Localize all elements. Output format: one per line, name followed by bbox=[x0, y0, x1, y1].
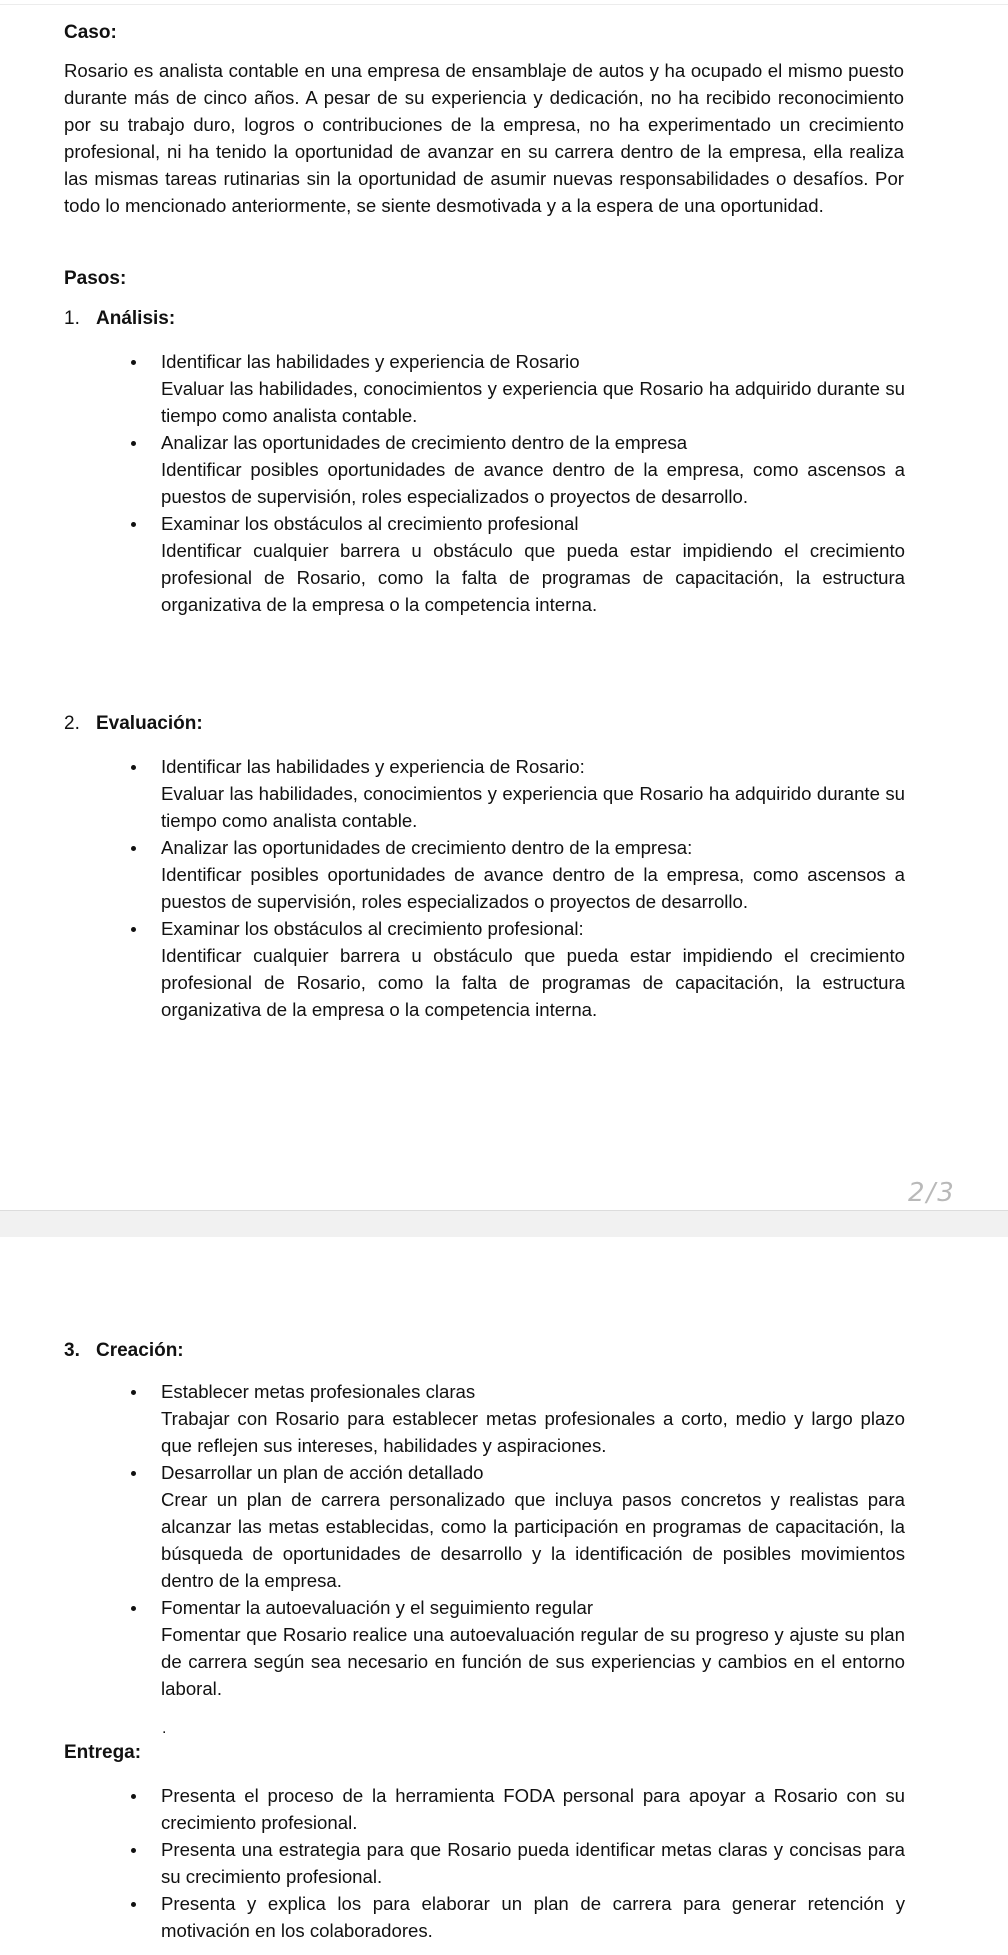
item-description: Trabajar con Rosario para establecer metas profesionales a corto, medio y largo plazo que reflejen sus intereses, habilidades y aspiraciones. bbox=[161, 1408, 905, 1456]
item-title: Examinar los obstáculos al crecimiento profesional: bbox=[161, 918, 584, 939]
item-description: Identificar posibles oportunidades de avance dentro de la empresa, como ascensos a puestos de supervisión, roles especializados o proyectos de desarrollo. bbox=[161, 459, 905, 507]
list-item bbox=[64, 753, 905, 834]
page-top-border bbox=[0, 4, 1008, 5]
creacion-number: 3. bbox=[64, 1340, 80, 1361]
creacion-section bbox=[64, 1340, 904, 1702]
item-title: Analizar las oportunidades de crecimiento dentro de la empresa bbox=[161, 432, 688, 453]
item-title: Analizar las oportunidades de crecimiento dentro de la empresa: bbox=[161, 837, 693, 858]
item-description: Presenta el proceso de la herramienta FODA personal para apoyar a Rosario con su crecimiento profesional. bbox=[161, 1785, 905, 1833]
entrega-section bbox=[64, 1742, 904, 1944]
item-title: Establecer metas profesionales claras bbox=[161, 1381, 476, 1402]
list-item bbox=[64, 1459, 905, 1594]
evaluacion-list bbox=[64, 753, 904, 1023]
caso-text: Rosario es analista contable en una empresa de ensamblaje de autos y ha ocupado el mismo puesto durante más de cinco años. A pesar de su experiencia y dedicación, no ha recibido reconocimiento por su trabajo duro, logros o contribuciones de la empresa, no ha experimentado un crecimiento profesional, ni ha tenido la oportunidad de avanzar en su carrera dentro de la empresa, ella realiza las mismas tareas rutinarias sin la oportunidad de asumir nuevas responsabilidades o desafíos. Por todo lo mencionado anteriormente, se siente desmotivada y a la espera de una oportunidad. bbox=[64, 60, 904, 216]
page-number-marker: 2/3 bbox=[908, 1178, 956, 1208]
item-description: Presenta una estrategia para que Rosario pueda identificar metas claras y concisas para su crecimiento profesional. bbox=[161, 1839, 905, 1887]
list-item bbox=[64, 1594, 905, 1702]
item-description: Identificar cualquier barrera u obstáculo que pueda estar impidiendo el crecimiento profesional de Rosario, como la falta de programas de capacitación, la estructura organizativa de la empresa o la competencia interna. bbox=[161, 945, 905, 1020]
entrega-list bbox=[64, 1782, 904, 1944]
item-description: Identificar posibles oportunidades de avance dentro de la empresa, como ascensos a puestos de supervisión, roles especializados o proyectos de desarrollo. bbox=[161, 864, 905, 912]
entrega-heading: Entrega: bbox=[64, 1742, 142, 1763]
analisis-number: 1. bbox=[64, 308, 80, 329]
pasos-heading-block bbox=[64, 268, 904, 290]
analisis-title: Análisis: bbox=[96, 308, 176, 329]
list-item bbox=[64, 429, 905, 510]
caso-heading: Caso: bbox=[64, 22, 117, 43]
item-title: Identificar las habilidades y experiencia de Rosario bbox=[161, 351, 580, 372]
pasos-heading: Pasos: bbox=[64, 268, 127, 289]
list-item bbox=[64, 1378, 905, 1459]
item-description: Presenta y explica los para elaborar un plan de carrera para generar retención y motivación en los colaboradores. bbox=[161, 1893, 905, 1941]
analisis-heading bbox=[64, 308, 904, 330]
list-item bbox=[64, 348, 905, 429]
creacion-title: Creación: bbox=[96, 1340, 184, 1361]
item-description: Evaluar las habilidades, conocimientos y experiencia que Rosario ha adquirido durante su tiempo como analista contable. bbox=[161, 378, 905, 426]
item-title: Fomentar la autoevaluación y el seguimiento regular bbox=[161, 1597, 594, 1618]
list-item bbox=[64, 510, 905, 618]
creacion-list bbox=[64, 1378, 904, 1702]
list-item bbox=[64, 1836, 905, 1890]
list-item bbox=[64, 1890, 905, 1944]
evaluacion-title: Evaluación: bbox=[96, 713, 203, 734]
list-item bbox=[64, 1782, 905, 1836]
page-break bbox=[0, 1210, 1008, 1238]
caso-section bbox=[64, 22, 904, 219]
creacion-heading bbox=[64, 1340, 904, 1362]
document-page-2 bbox=[0, 1237, 1008, 1955]
item-title: Examinar los obstáculos al crecimiento profesional bbox=[161, 513, 579, 534]
evaluacion-heading bbox=[64, 713, 904, 735]
stray-dot: . bbox=[162, 1720, 167, 1737]
analisis-list bbox=[64, 348, 904, 618]
evaluacion-number: 2. bbox=[64, 713, 80, 734]
item-description: Evaluar las habilidades, conocimientos y experiencia que Rosario ha adquirido durante su tiempo como analista contable. bbox=[161, 783, 905, 831]
list-item bbox=[64, 834, 905, 915]
item-title: Identificar las habilidades y experiencia de Rosario: bbox=[161, 756, 585, 777]
item-description: Fomentar que Rosario realice una autoevaluación regular de su progreso y ajuste su plan de carrera según sea necesario en función de sus experiencias y cambios en el entorno laboral. bbox=[161, 1624, 905, 1699]
analisis-section bbox=[64, 308, 904, 618]
item-description: Crear un plan de carrera personalizado que incluya pasos concretos y realistas para alcanzar las metas establecidas, como la participación en programas de capacitación, la búsqueda de oportunidades de desarrollo y la identificación de posibles movimientos dentro de la empresa. bbox=[161, 1489, 905, 1591]
item-description: Identificar cualquier barrera u obstáculo que pueda estar impidiendo el crecimiento profesional de Rosario, como la falta de programas de capacitación, la estructura organizativa de la empresa o la competencia interna. bbox=[161, 540, 905, 615]
evaluacion-section bbox=[64, 713, 904, 1023]
list-item bbox=[64, 915, 905, 1023]
item-title: Desarrollar un plan de acción detallado bbox=[161, 1462, 484, 1483]
